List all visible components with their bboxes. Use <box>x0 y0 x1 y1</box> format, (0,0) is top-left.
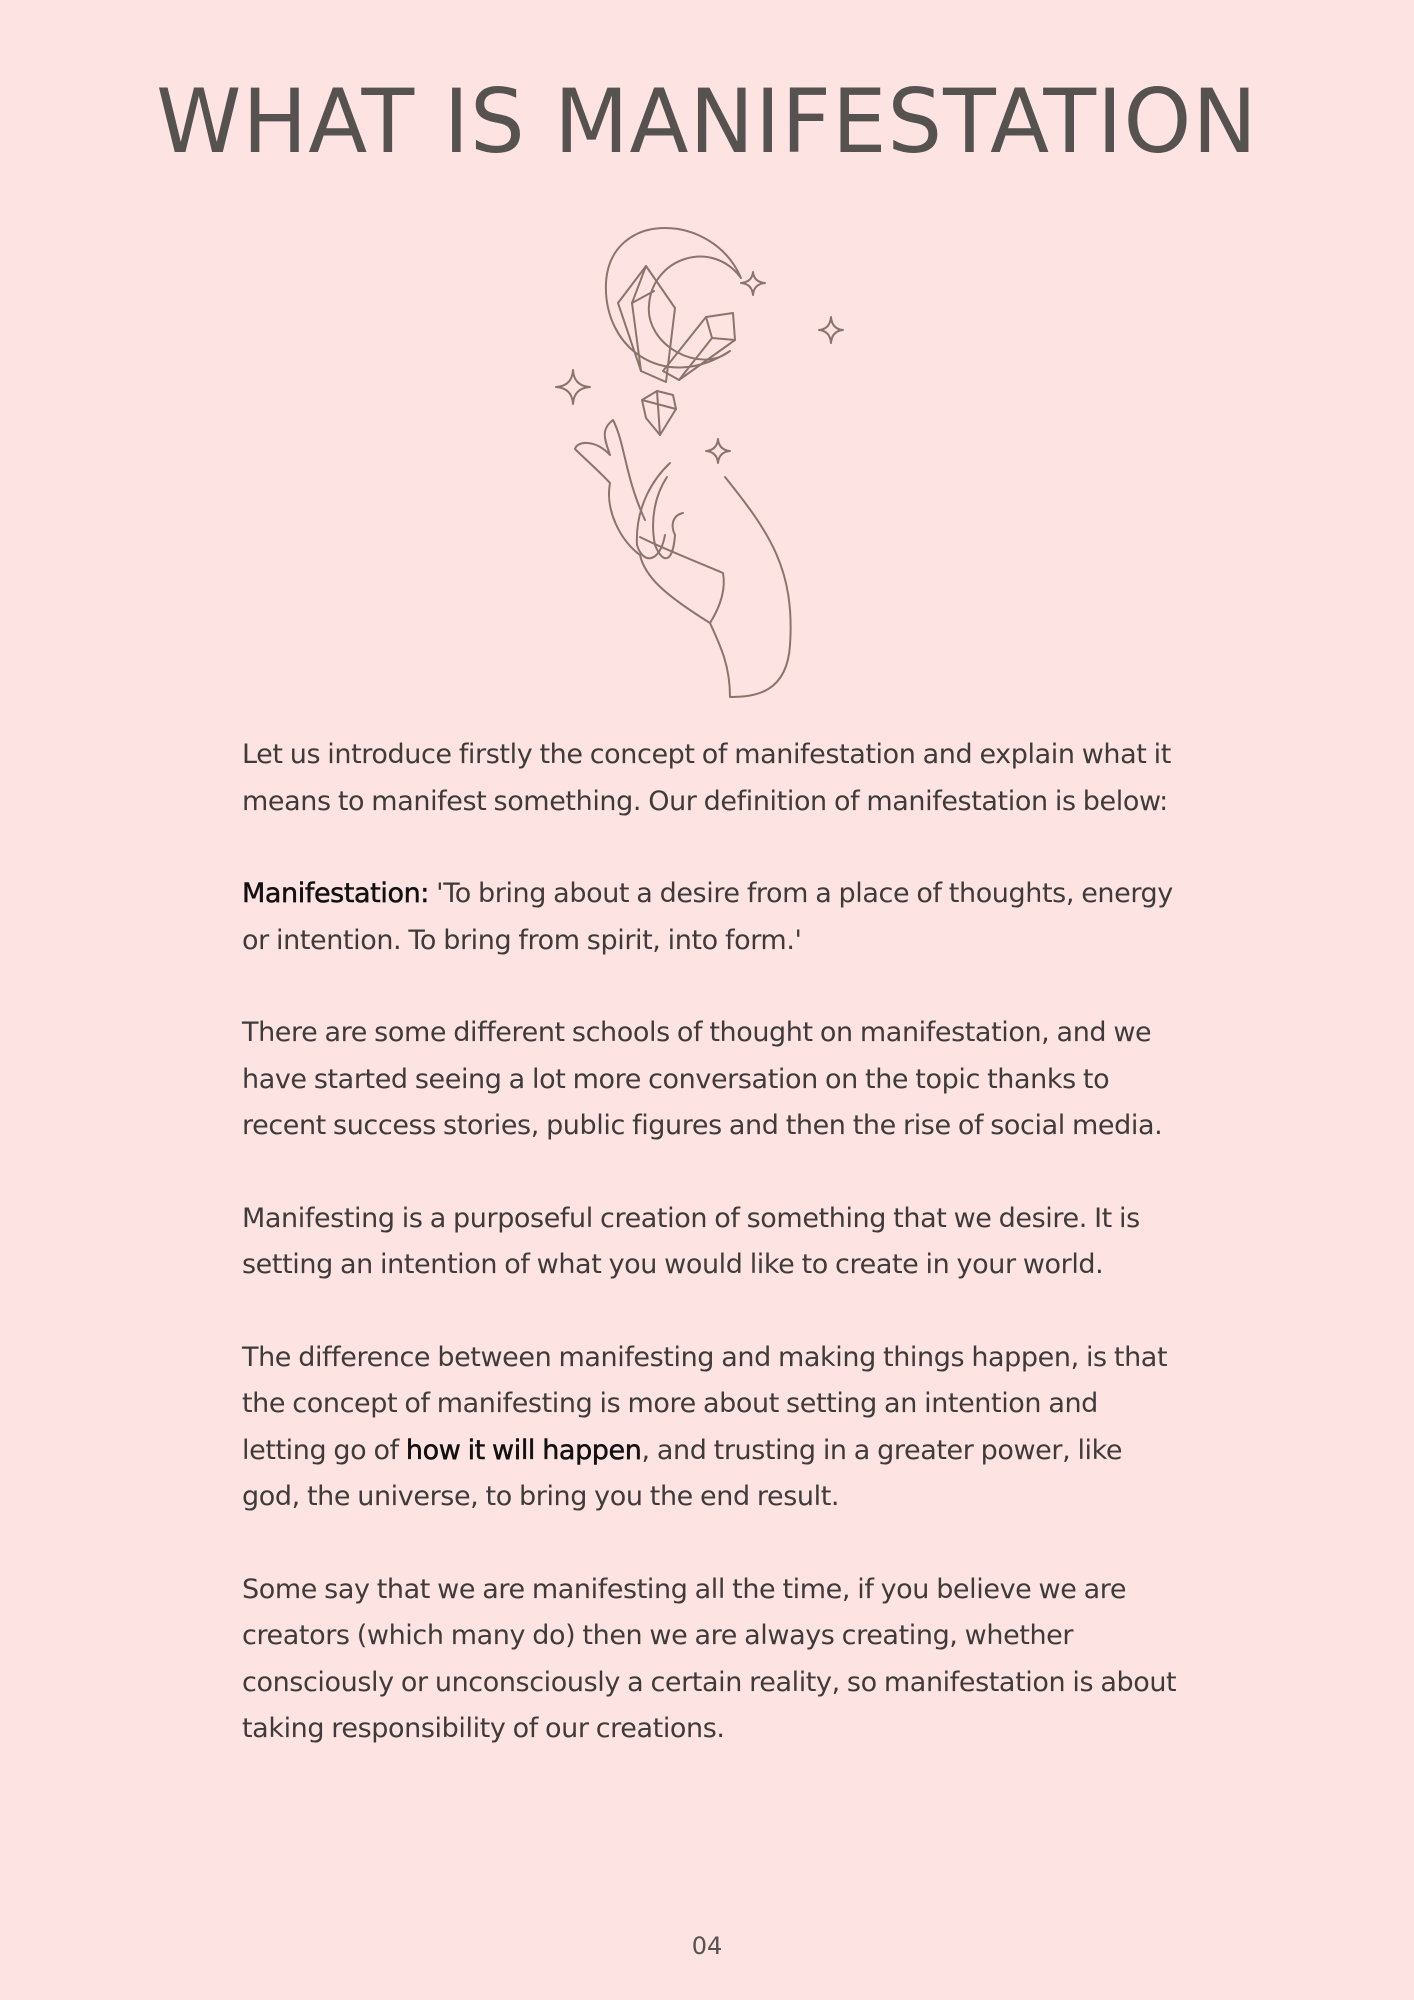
difference-paragraph <box>242 1335 1182 1521</box>
hand-moon-crystals-icon <box>555 215 860 705</box>
difference-emphasis: how it will happen <box>405 1434 642 1466</box>
creators-paragraph: Some say that we are manifesting all the time, if you believe we are creators (which many do) then we are always creating, whether consciously or unconsciously a certain reality, so manifestation is about taking responsibility of our creations. <box>242 1573 1177 1744</box>
page-title: WHAT IS MANIFESTATION <box>156 70 1258 173</box>
hand-moon-crystals-illustration <box>555 215 860 705</box>
intro-paragraph: Let us introduce firstly the concept of manifestation and explain what it means to manifest something. Our definition of manifestation is below: <box>242 739 1171 817</box>
body-content <box>242 732 1182 1799</box>
definition-paragraph <box>242 871 1182 964</box>
crescent-moon-icon <box>606 228 741 367</box>
hand-icon <box>575 420 791 697</box>
definition-label: Manifestation: <box>242 878 429 909</box>
sparkle-icon <box>819 317 843 343</box>
difference-text-before: The difference between manifesting and making things happen, is that the concept of manifesting is more about setting an intention and letting go of <box>242 1341 1168 1466</box>
page-number: 04 <box>691 1932 723 1960</box>
definition-text: 'To bring about a desire from a place of thoughts, energy or intention. To bring from spirit, into form.' <box>242 878 1173 956</box>
tall-crystal-icon <box>618 266 675 382</box>
difference-text-after: , and trusting in a greater power, like god, the universe, to bring you the end result. <box>242 1434 1123 1512</box>
purpose-paragraph: Manifesting is a purposeful creation of something that we desire. It is setting an intention of what you would like to create in your world. <box>242 1202 1140 1280</box>
sparkle-icon <box>556 370 590 404</box>
sparkle-icon <box>706 439 730 463</box>
schools-paragraph: There are some different schools of thought on manifestation, and we have started seeing a lot more conversation on the topic thanks to recent success stories, public figures and then the rise of social media. <box>242 1017 1163 1141</box>
sparkle-icon <box>741 272 765 295</box>
